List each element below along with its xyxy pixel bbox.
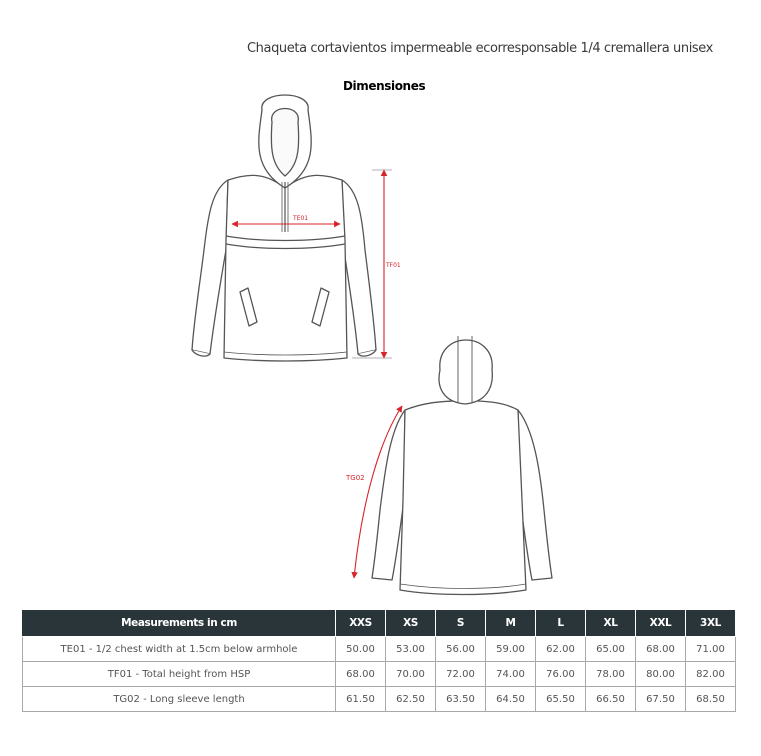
- cell-value: 76.00: [536, 662, 586, 687]
- table-row: [23, 637, 736, 662]
- jacket-back-illustration: [372, 336, 552, 595]
- label-tf01: TF01: [386, 262, 401, 269]
- cell-value: 67.50: [636, 687, 686, 712]
- jacket-front-illustration: [192, 95, 376, 361]
- cell-value: 68.50: [686, 687, 736, 712]
- cell-value: 59.00: [486, 637, 536, 662]
- product-title: Chaqueta cortavientos impermeable ecorresponsable 1/4 cremallera unisex: [247, 41, 713, 56]
- header-size: XS: [386, 610, 436, 637]
- cell-value: 71.00: [686, 637, 736, 662]
- measurements-table: [22, 609, 736, 712]
- cell-value: 68.00: [636, 637, 686, 662]
- cell-value: 50.00: [336, 637, 386, 662]
- cell-value: 65.00: [586, 637, 636, 662]
- header-measurements: Measurements in cm: [23, 610, 336, 637]
- cell-value: 63.50: [436, 687, 486, 712]
- header-size: XXL: [636, 610, 686, 637]
- cell-value: 64.50: [486, 687, 536, 712]
- row-label: TF01 - Total height from HSP: [23, 662, 336, 687]
- cell-value: 82.00: [686, 662, 736, 687]
- row-label: TG02 - Long sleeve length: [23, 687, 336, 712]
- cell-value: 78.00: [586, 662, 636, 687]
- cell-value: 70.00: [386, 662, 436, 687]
- header-size: S: [436, 610, 486, 637]
- cell-value: 61.50: [336, 687, 386, 712]
- cell-value: 74.00: [486, 662, 536, 687]
- table-row: [23, 662, 736, 687]
- header-size: L: [536, 610, 586, 637]
- cell-value: 62.00: [536, 637, 586, 662]
- cell-value: 56.00: [436, 637, 486, 662]
- header-size: M: [486, 610, 536, 637]
- label-te01: TE01: [293, 215, 309, 222]
- header-size: XL: [586, 610, 636, 637]
- cell-value: 72.00: [436, 662, 486, 687]
- table-header-row: [23, 610, 736, 637]
- section-title: Dimensiones: [343, 79, 426, 93]
- table-row: [23, 687, 736, 712]
- cell-value: 68.00: [336, 662, 386, 687]
- cell-value: 66.50: [586, 687, 636, 712]
- cell-value: 65.50: [536, 687, 586, 712]
- cell-value: 80.00: [636, 662, 686, 687]
- header-size: XXS: [336, 610, 386, 637]
- label-tg02: TG02: [346, 474, 365, 482]
- cell-value: 62.50: [386, 687, 436, 712]
- header-size: 3XL: [686, 610, 736, 637]
- cell-value: 53.00: [386, 637, 436, 662]
- row-label: TE01 - 1/2 chest width at 1.5cm below armhole: [23, 637, 336, 662]
